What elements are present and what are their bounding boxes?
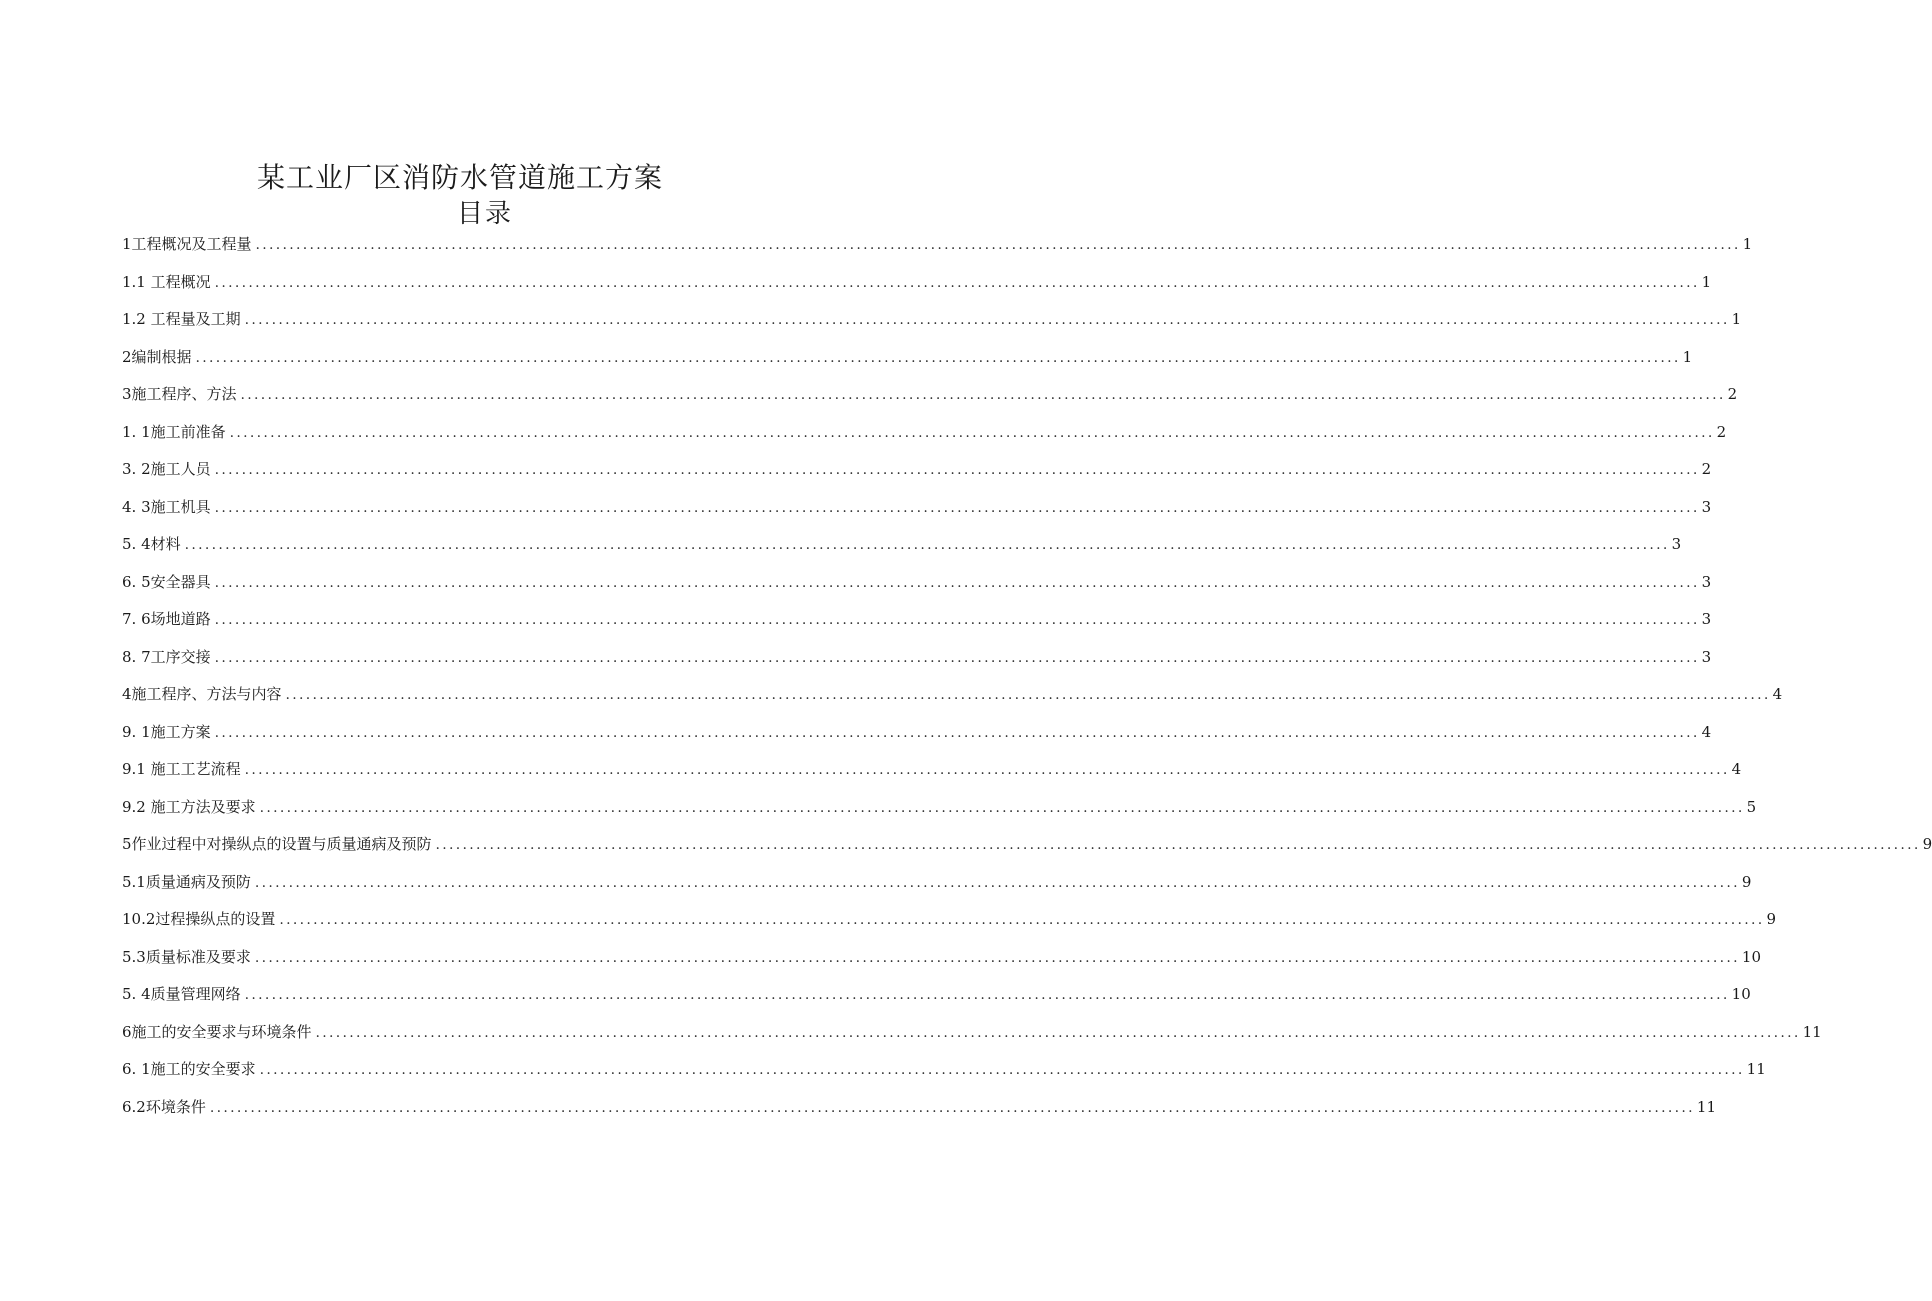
toc-entry-label: 1. 1施工前准备 (122, 422, 226, 441)
toc-entry[interactable] (122, 607, 1712, 645)
toc-entry-page: 9 (1922, 835, 1932, 853)
toc-leader-dots: ............................................................................................................................................................................................................................ (214, 499, 1700, 516)
toc-leader-dots: ............................................................................................................................................................................................................................ (315, 1024, 1801, 1041)
toc-entry-label: 5. 4质量管理网络 (122, 985, 241, 1003)
toc-leader-dots: ............................................................................................................................................................................................................................ (195, 349, 1681, 366)
toc-entry-page: 3 (1701, 610, 1712, 628)
toc-leader-dots: ............................................................................................................................................................................................................................ (214, 574, 1700, 591)
toc-entry[interactable] (122, 570, 1712, 608)
toc-entry-page: 5 (1746, 797, 1757, 816)
toc-entry-label: 6. 1施工的安全要求 (122, 1060, 256, 1078)
toc-leader-dots: ............................................................................................................................................................................................................................ (254, 874, 1740, 891)
toc-entry-page: 4 (1772, 685, 1783, 703)
toc-entry-label: 4. 3施工机具 (122, 497, 211, 516)
toc-leader-dots: ............................................................................................................................................................................................................................ (229, 424, 1715, 441)
toc-leader-dots: ............................................................................................................................................................................................................................ (184, 537, 1670, 553)
toc-entry-page: 11 (1746, 1060, 1766, 1078)
toc-leader-dots: ............................................................................................................................................................................................................................ (240, 387, 1726, 403)
toc-leader-dots: ............................................................................................................................................................................................................................ (285, 687, 1771, 703)
toc-entry[interactable] (122, 270, 1712, 308)
toc-entry-page: 4 (1701, 722, 1712, 741)
toc-heading: 目录 (456, 199, 513, 229)
toc-entry[interactable] (122, 420, 1727, 458)
toc-entry-label: 8. 7工序交接 (122, 647, 211, 666)
toc-entry[interactable] (122, 757, 1742, 795)
toc-entry-page: 10 (1741, 947, 1761, 966)
toc-leader-dots: ............................................................................................................................................................................................................................ (259, 799, 1745, 816)
toc-entry-label: 9.2 施工方法及要求 (122, 797, 256, 816)
toc-entry-page: 1 (1731, 310, 1742, 328)
toc-entry-page: 4 (1731, 760, 1742, 778)
toc-entry-label: 7. 6场地道路 (122, 610, 211, 628)
toc-entry-label: 2编制根据 (122, 347, 192, 366)
toc-entry-page: 3 (1701, 572, 1712, 591)
toc-entry[interactable] (122, 232, 1753, 270)
toc-entry[interactable] (122, 945, 1761, 983)
toc-entry[interactable] (122, 532, 1682, 570)
toc-entry[interactable] (122, 382, 1738, 420)
toc-entry[interactable] (122, 307, 1742, 345)
toc-entry-page: 3 (1701, 647, 1712, 666)
toc-entry[interactable] (122, 1020, 1822, 1058)
toc-leader-dots: ............................................................................................................................................................................................................................ (214, 462, 1700, 478)
toc-leader-dots: ............................................................................................................................................................................................................................ (214, 724, 1700, 741)
toc-entry-label: 9.1 施工工艺流程 (122, 760, 241, 778)
toc-entry-page: 2 (1701, 460, 1712, 478)
toc-leader-dots: ............................................................................................................................................................................................................................ (244, 312, 1730, 328)
toc-entry[interactable] (122, 457, 1712, 495)
toc-entry-label: 5作业过程中对操纵点的设置与质量通病及预防 (122, 835, 432, 853)
toc-entry[interactable] (122, 345, 1693, 383)
toc-entry-label: 3施工程序、方法 (122, 385, 237, 403)
toc-entry-page: 10 (1731, 985, 1751, 1003)
toc-entry-label: 1.2 工程量及工期 (122, 310, 241, 328)
toc-leader-dots: ............................................................................................................................................................................................................................ (214, 274, 1700, 291)
toc-entry-page: 1 (1742, 235, 1753, 253)
toc-entry-label: 6施工的安全要求与环境条件 (122, 1022, 312, 1041)
toc-leader-dots: ............................................................................................................................................................................................................................ (259, 1062, 1745, 1078)
toc-entry-page: 2 (1716, 422, 1727, 441)
toc-leader-dots: ............................................................................................................................................................................................................................ (214, 649, 1700, 666)
toc-entry[interactable] (122, 795, 1757, 833)
toc-entry[interactable] (122, 832, 1932, 870)
toc-entry-label: 5.3质量标准及要求 (122, 947, 251, 966)
toc-leader-dots: ............................................................................................................................................................................................................................ (214, 612, 1700, 628)
toc-entry[interactable] (122, 907, 1776, 945)
document-title: 某工业厂区消防水管道施工方案 (256, 161, 663, 194)
toc-leader-dots: ............................................................................................................................................................................................................................ (279, 912, 1765, 928)
toc-entry-label: 5. 4材料 (122, 535, 181, 553)
toc-entry-label: 9. 1施工方案 (122, 722, 211, 741)
toc-entry-label: 5.1质量通病及预防 (122, 872, 251, 891)
toc-entry[interactable] (122, 1057, 1766, 1095)
toc-leader-dots: ............................................................................................................................................................................................................................ (244, 762, 1730, 778)
toc-entry-label: 1.1 工程概况 (122, 272, 211, 291)
toc-entry[interactable] (122, 1095, 1716, 1133)
toc-entry-label: 3. 2施工人员 (122, 460, 211, 478)
toc-entry[interactable] (122, 495, 1712, 533)
toc-leader-dots: ............................................................................................................................................................................................................................ (244, 987, 1730, 1003)
toc-leader-dots: ............................................................................................................................................................................................................................ (254, 949, 1740, 966)
toc-entry-page: 3 (1701, 497, 1712, 516)
toc-entry-page: 11 (1696, 1097, 1716, 1116)
table-of-contents (122, 232, 1932, 1132)
toc-leader-dots: ............................................................................................................................................................................................................................ (209, 1099, 1695, 1116)
toc-entry[interactable] (122, 720, 1712, 758)
toc-entry-page: 3 (1671, 535, 1682, 553)
toc-entry[interactable] (122, 682, 1783, 720)
toc-entry-page: 11 (1802, 1022, 1822, 1041)
toc-entry-label: 1工程概况及工程量 (122, 235, 252, 253)
toc-entry-page: 1 (1682, 347, 1693, 366)
toc-entry-page: 9 (1766, 910, 1776, 928)
toc-leader-dots: ............................................................................................................................................................................................................................ (435, 837, 1921, 853)
toc-entry-label: 6. 5安全器具 (122, 572, 211, 591)
toc-entry-label: 10.2过程操纵点的设置 (122, 910, 276, 928)
toc-entry[interactable] (122, 870, 1752, 908)
toc-entry-label: 4施工程序、方法与内容 (122, 685, 282, 703)
toc-entry[interactable] (122, 645, 1712, 683)
toc-entry-label: 6.2环境条件 (122, 1097, 206, 1116)
toc-entry-page: 1 (1701, 272, 1712, 291)
toc-entry-page: 9 (1741, 872, 1752, 891)
toc-entry-page: 2 (1727, 385, 1738, 403)
toc-leader-dots: ............................................................................................................................................................................................................................ (255, 237, 1741, 253)
toc-entry[interactable] (122, 982, 1751, 1020)
